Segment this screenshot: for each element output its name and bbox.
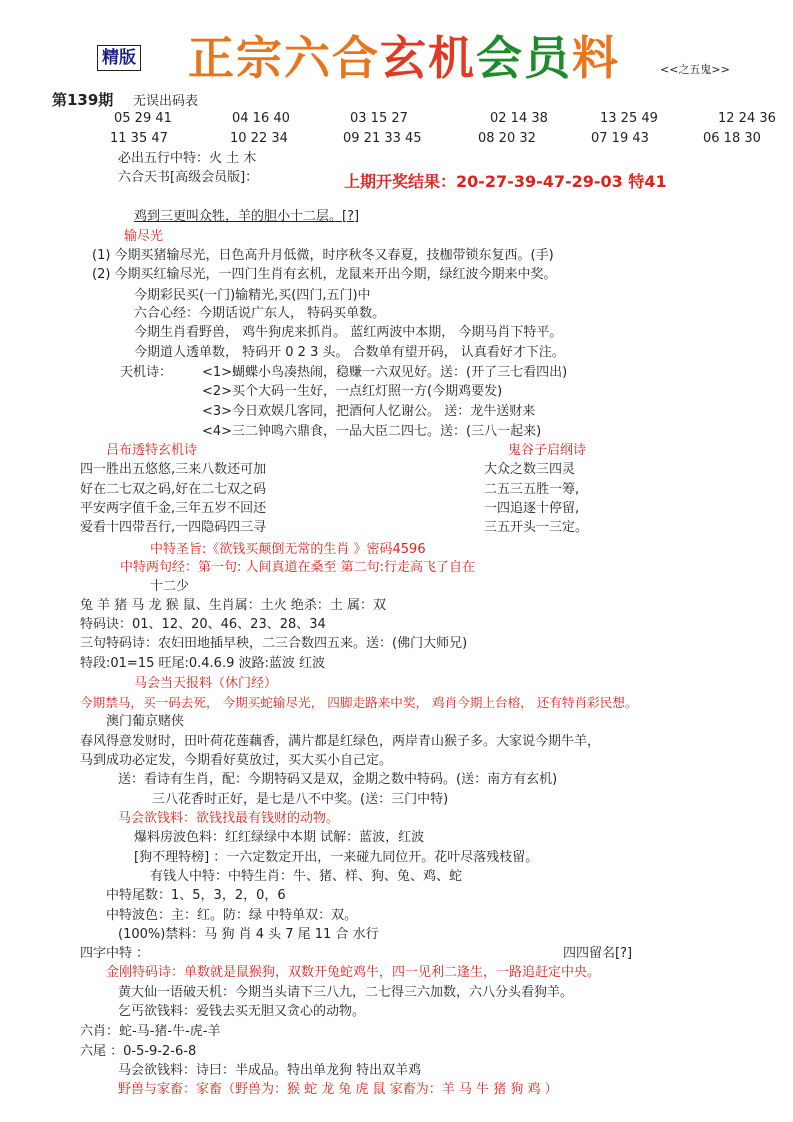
poem-left-2: 好在二七双之码,好在二七双之码 <box>80 482 267 497</box>
title-part-3: 会员 <box>476 31 572 85</box>
tianbao-title: 马会当天报料（休门经） <box>134 676 278 691</box>
tema-jue: 特码诀：01、12、20、46、23、28、34 <box>80 617 326 632</box>
line-l2: 六合心经：今期话说广东人， 特码买单数。 <box>134 306 386 321</box>
num-group: 04 16 40 <box>232 111 290 126</box>
last-result: 上期开奖结果：20-27-39-47-29-03 特41 <box>344 172 667 191</box>
poem-right-1: 大众之数三四灵 <box>484 462 576 477</box>
num-group: 05 29 41 <box>114 111 172 126</box>
jinliao-line: (100%)禁料：马 狗 肖 4 头 7 尾 11 合 水行 <box>118 927 379 942</box>
tianji-3: <3>今日欢娱几客同，把酒何人忆谢公。 送：龙牛送财来 <box>202 404 536 419</box>
item-2: (2) 今期买红输尽光，一四门生肖有玄机，龙鼠来开出今期，绿红波今期来中奖。 <box>92 267 557 282</box>
yeshou-line: 野兽与家畜：家畜（野兽为：猴 蛇 龙 兔 虎 鼠 家畜为：羊 马 牛 猪 狗 鸡 ） <box>118 1082 558 1097</box>
riddle-line <box>134 209 359 225</box>
riddle-text: 鸡到三更叫众牲，羊的胆小十二层。[?] <box>134 209 360 224</box>
premium-badge: 精版 <box>97 45 141 71</box>
title-part-2: 玄机 <box>380 31 476 85</box>
sanju-shi: 三句特码诗：农妇田地插早秧，二三合数四五来。送：(佛门大师兄) <box>80 636 468 651</box>
red-warning-line: 今期禁马，买一码去死， 今期买蛇输尽光， 四脚走路来中奖， 鸡肖今期上台榕， 还有特肖彩民想。 <box>80 695 638 710</box>
para-3: 送：看诗有生肖，配：今期特码又是双，金期之数中特码。(送：南方有玄机) <box>118 772 558 787</box>
num-group: 03 15 27 <box>350 111 408 126</box>
poem-right-2: 二五三五胜一筹, <box>484 482 580 497</box>
tianshu-line: 六合天书[高级会员版]： <box>118 170 259 185</box>
qigai-line: 乞丐欲钱料：爱钱去买无胆又贪心的动物。 <box>118 1004 366 1019</box>
teduan-line: 特段:01=15 旺尾:0.4.6.9 波路:蓝波 红波 <box>80 656 325 671</box>
liuxiao-line: 六肖：蛇-马-猪-牛-虎-羊 <box>80 1024 221 1039</box>
num-group: 07 19 43 <box>591 131 649 146</box>
num-group: 11 35 47 <box>110 131 168 146</box>
sizi-left: 四字中特 ： <box>80 946 150 961</box>
poem-left-1: 四一胜出五悠悠,三来八数还可加 <box>80 462 267 477</box>
weishu-line: 中特尾数：1、5，3，2，0，6 <box>106 888 286 903</box>
title-part-1: 正宗六合 <box>188 31 380 85</box>
line-l1: 今期彩民买(一门)输精光,买(四门,五门)中 <box>134 288 371 303</box>
bose-line: 中特波色：主：红。防：绿 中特单双：双。 <box>106 908 358 923</box>
yujin-title: 输尽光 <box>124 229 164 244</box>
para-4: 三八花香时正好，是七是八不中奖。(送：三门中特) <box>152 792 449 807</box>
baoliao-line: 爆料房波色料：红红绿绿中本期 试解：蓝波，红波 <box>134 830 425 845</box>
shengxiao-line: 兔 羊 猪 马 龙 猴 鼠、生肖属：土火 绝杀：土 属：双 <box>80 598 387 613</box>
wuxing-line: 必出五行中特：火 土 木 <box>118 151 257 166</box>
num-group: 02 14 38 <box>490 111 548 126</box>
num-group: 08 20 32 <box>478 131 536 146</box>
line-l4: 今期道人透单数， 特码开 0 2 3 头。 合数单有望开码， 认真看好才下注。 <box>134 345 565 360</box>
zhongte-liangju: 中特两句经：第一句: 人间真道在桑至 第二句:行走高飞了自在 <box>120 560 476 575</box>
poem-right-title: 鬼谷子启纲诗 <box>508 443 587 458</box>
para-1: 春风得意发财时，田叶荷花莲藕香，满片都是红绿色，两岸青山猴子多。大家说今期牛羊， <box>80 734 601 749</box>
tianji-2: <2>买个大码一生好，一点红灯照一方(今期鸡要发) <box>202 384 503 399</box>
tianji-label: 天机诗： <box>120 365 173 380</box>
youqian-line: 有钱人中特：中特生肖：牛、猪、样、狗、兔、鸡、蛇 <box>150 869 463 884</box>
issue-number: 第139期 <box>52 91 114 109</box>
num-group: 12 24 36 <box>718 111 776 126</box>
aomen-title: 澳门葡京赌侠 <box>106 714 185 729</box>
shi-er-shao: 十二少 <box>150 579 190 594</box>
mahui-yuqian-2: 马会欲钱料：诗曰：半成品。特出单龙狗 特出双羊鸡 <box>118 1063 422 1078</box>
subtitle: <<之五鬼>> <box>660 63 730 76</box>
item-1: (1) 今期买猪输尽光，日色高升月低微，时序秋冬又春夏，技枷带锁东复西。(手) <box>92 248 554 263</box>
tianji-4: <4>三二钟鸣六鼎食，一品大臣二四七。送：(三八一起来) <box>202 424 542 439</box>
poem-left-4: 爱看十四带吾行,一四隐码四三寻 <box>80 520 267 535</box>
poem-left-3: 平安两字值千金,三年五岁不回还 <box>80 501 267 516</box>
tianji-1: <1>蝴蝶小鸟凑热闹，稳赚一六双见好。送：(开了三七看四出) <box>202 365 568 380</box>
poem-left-title: 吕布透特玄机诗 <box>106 443 198 458</box>
issue-note: 无误出码表 <box>133 94 199 109</box>
num-group: 10 22 34 <box>230 131 288 146</box>
huangdaxian-line: 黄大仙一语破天机：今期当头请下三八九，二七得三六加数，六八分头看狗羊。 <box>118 985 574 1000</box>
line-l3: 今期生肖看野兽， 鸡牛狗虎来抓肖。 蓝红两波中本期， 今期马肖下特平。 <box>134 325 563 340</box>
sizi-right: 四四留名[?] <box>563 946 633 961</box>
liuwei-line: 六尾 ：0-5-9-2-6-8 <box>80 1044 197 1059</box>
poem-right-3: 一四追逐十停留, <box>484 501 580 516</box>
poem-right-4: 三五开头一三定。 <box>484 520 589 535</box>
title-part-4: 料 <box>572 31 620 85</box>
num-group: 06 18 30 <box>703 131 761 146</box>
page-title <box>188 30 620 86</box>
num-group: 13 25 49 <box>600 111 658 126</box>
num-group: 09 21 33 45 <box>343 131 422 146</box>
zhongte-shengzhi: 中特圣旨:《欲钱买颠倒无常的生肖 》密码4596 <box>150 542 426 557</box>
mahui-yuqian: 马会欲钱料：欲钱找最有钱财的动物。 <box>118 811 340 826</box>
jingang-line: 金刚特码诗：单数就是鼠猴狗，双数开兔蛇鸡牛，四一见利二逢生，一路追赶定中央。 <box>106 965 601 980</box>
para-2: 马到成功必定发，今期看好莫放过，买大买小自己定。 <box>80 753 393 768</box>
goubuli-line: [狗不理特榜] ：一六定数定开出，一来碰九同位开。花叶尽落残枝留。 <box>134 850 539 865</box>
